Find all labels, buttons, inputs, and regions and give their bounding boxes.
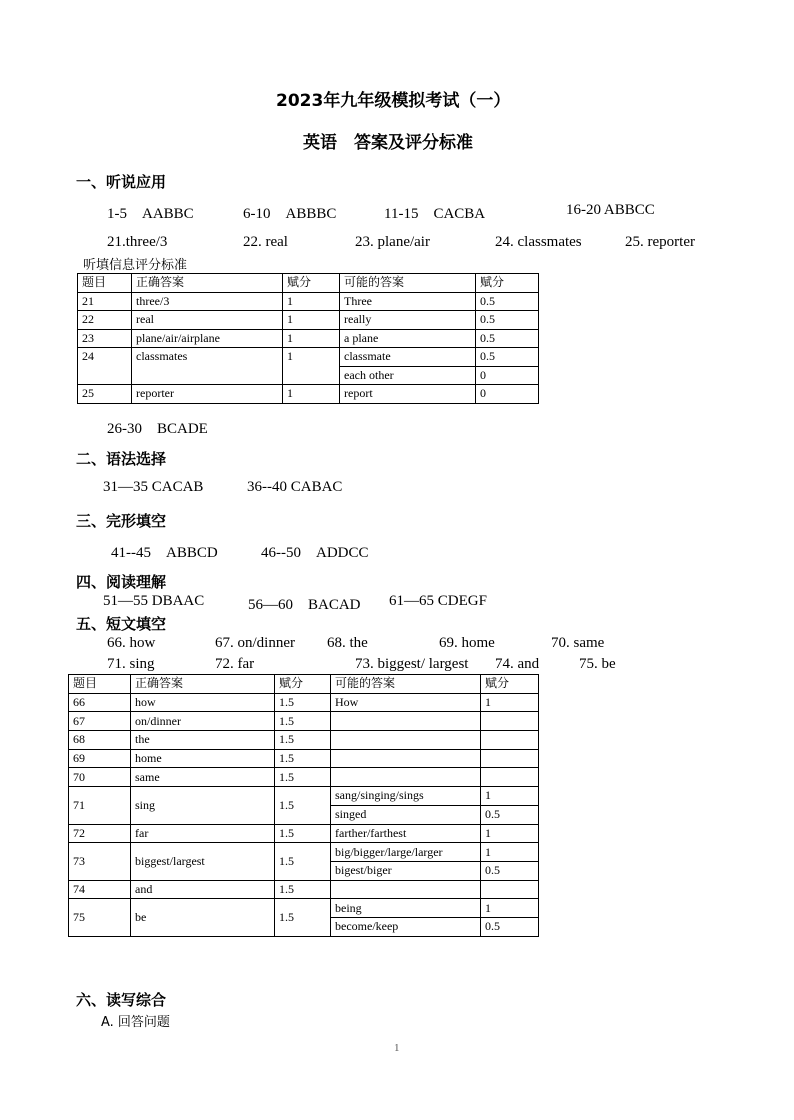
document-title: 2023年九年级模拟考试（一）	[276, 91, 511, 111]
table-header-row	[69, 675, 539, 694]
table-row	[69, 731, 539, 750]
cell-answer: same	[131, 768, 275, 787]
cell-score: 1.5	[275, 787, 331, 824]
table-row	[78, 329, 539, 348]
cell-score: 1	[283, 385, 340, 404]
cell-alt-answer: a plane	[340, 329, 476, 348]
table-row	[69, 712, 539, 731]
answer-group: 16-20 ABBCC	[566, 202, 655, 218]
cell-question: 69	[69, 749, 131, 768]
cell-question: 74	[69, 880, 131, 899]
header-score: 赋分	[275, 675, 331, 694]
cell-alt-answer: classmate	[340, 348, 476, 367]
cell-alt-score: 1	[481, 899, 539, 918]
cell-alt-score: 0.5	[476, 329, 539, 348]
table-row	[69, 787, 539, 806]
listening-scoring-table	[77, 273, 539, 404]
cell-answer: reporter	[132, 385, 283, 404]
cell-alt-answer: How	[331, 693, 481, 712]
answer-item: 71. sing	[107, 656, 155, 672]
cell-alt-answer	[331, 731, 481, 750]
cell-question: 67	[69, 712, 131, 731]
cell-alt-answer: report	[340, 385, 476, 404]
cell-alt-answer: big/bigger/large/larger	[331, 843, 481, 862]
cell-score: 1	[283, 292, 340, 311]
cell-answer: be	[131, 899, 275, 936]
table-row	[69, 843, 539, 862]
cell-alt-answer: really	[340, 311, 476, 330]
answer-group: 41--45 ABBCD	[111, 545, 218, 561]
cell-alt-score	[481, 712, 539, 731]
header-question: 题目	[78, 274, 132, 293]
answer-item: 75. be	[579, 656, 616, 672]
cell-question: 75	[69, 899, 131, 936]
cell-question: 24	[78, 348, 132, 385]
cell-alt-answer: become/keep	[331, 917, 481, 936]
table-row	[78, 385, 539, 404]
cell-alt-score	[481, 768, 539, 787]
cell-alt-answer: Three	[340, 292, 476, 311]
answer-item: 23. plane/air	[355, 234, 430, 250]
document-subtitle: 英语 答案及评分标准	[303, 133, 473, 153]
fill-in-scoring-table	[68, 674, 539, 937]
cell-alt-score	[481, 731, 539, 750]
section-heading-reading-writing: 六、读写综合	[76, 991, 167, 1009]
answer-group: 36--40 CABAC	[247, 479, 343, 495]
cell-score: 1.5	[275, 712, 331, 731]
answer-group: 11-15 CACBA	[384, 206, 486, 222]
table-row	[69, 749, 539, 768]
answer-item: 74. and	[495, 656, 540, 672]
cell-alt-score: 0.5	[481, 805, 539, 824]
answer-group: 46--50 ADDCC	[261, 545, 369, 561]
header-alt-answer: 可能的答案	[340, 274, 476, 293]
cell-alt-answer: farther/farthest	[331, 824, 481, 843]
cell-alt-answer	[331, 749, 481, 768]
cell-answer: and	[131, 880, 275, 899]
answer-item: 22. real	[243, 234, 288, 250]
answer-item: 73. biggest/ largest	[355, 656, 469, 672]
answer-item: 66. how	[107, 635, 156, 651]
subsection-heading: A. 回答问题	[101, 1015, 170, 1030]
cell-alt-score: 1	[481, 693, 539, 712]
cell-alt-score: 0.5	[476, 311, 539, 330]
answer-item: 72. far	[215, 656, 255, 672]
section-heading-fill-in: 五、短文填空	[76, 615, 167, 633]
cell-answer: sing	[131, 787, 275, 824]
cell-answer: biggest/largest	[131, 843, 275, 880]
cell-answer: home	[131, 749, 275, 768]
cell-question: 25	[78, 385, 132, 404]
cell-alt-score: 1	[481, 843, 539, 862]
cell-alt-score: 0	[476, 385, 539, 404]
cell-alt-answer: bigest/biger	[331, 861, 481, 880]
section-heading-reading: 四、阅读理解	[76, 573, 167, 591]
cell-answer: on/dinner	[131, 712, 275, 731]
cell-alt-score	[481, 749, 539, 768]
section-heading-listening: 一、听说应用	[76, 173, 167, 191]
header-answer: 正确答案	[131, 675, 275, 694]
header-alt-score: 赋分	[476, 274, 539, 293]
header-alt-answer: 可能的答案	[331, 675, 481, 694]
cell-score: 1	[283, 311, 340, 330]
cell-answer: plane/air/airplane	[132, 329, 283, 348]
answer-group: 26-30 BCADE	[107, 421, 208, 437]
cell-alt-answer	[331, 768, 481, 787]
cell-question: 21	[78, 292, 132, 311]
cell-alt-score: 1	[481, 824, 539, 843]
cell-score: 1.5	[275, 768, 331, 787]
cell-alt-answer: sang/singing/sings	[331, 787, 481, 806]
answer-group: 1-5 AABBC	[107, 206, 194, 222]
header-answer: 正确答案	[132, 274, 283, 293]
cell-question: 73	[69, 843, 131, 880]
cell-score: 1.5	[275, 824, 331, 843]
answer-group: 6-10 ABBBC	[243, 206, 337, 222]
cell-score: 1.5	[275, 880, 331, 899]
cell-question: 66	[69, 693, 131, 712]
answer-group: 51—55 DBAAC	[103, 593, 205, 609]
answer-item: 68. the	[327, 635, 368, 651]
table-row	[78, 292, 539, 311]
cell-question: 23	[78, 329, 132, 348]
cell-score: 1.5	[275, 749, 331, 768]
cell-alt-score: 1	[481, 787, 539, 806]
table-row	[69, 899, 539, 918]
cell-answer: the	[131, 731, 275, 750]
cell-alt-score: 0.5	[476, 348, 539, 367]
table-caption: 听填信息评分标准	[83, 258, 188, 273]
section-heading-grammar: 二、语法选择	[76, 450, 167, 468]
cell-question: 68	[69, 731, 131, 750]
cell-answer: three/3	[132, 292, 283, 311]
cell-question: 70	[69, 768, 131, 787]
table-row	[69, 824, 539, 843]
header-question: 题目	[69, 675, 131, 694]
table-header-row	[78, 274, 539, 293]
cell-alt-score	[481, 880, 539, 899]
cell-question: 22	[78, 311, 132, 330]
table-row	[69, 693, 539, 712]
table-row	[78, 311, 539, 330]
cell-score: 1.5	[275, 899, 331, 936]
cell-alt-score: 0.5	[481, 917, 539, 936]
cell-alt-score: 0	[476, 366, 539, 385]
answer-item: 70. same	[551, 635, 605, 651]
cell-answer: real	[132, 311, 283, 330]
cell-score: 1.5	[275, 843, 331, 880]
answer-item: 67. on/dinner	[215, 635, 295, 651]
answer-group: 61—65 CDEGF	[389, 593, 487, 609]
table-row	[69, 768, 539, 787]
answer-group: 31—35 CACAB	[103, 479, 204, 495]
cell-alt-answer: each other	[340, 366, 476, 385]
answer-item: 24. classmates	[495, 234, 582, 250]
cell-alt-answer: being	[331, 899, 481, 918]
cell-score: 1	[283, 329, 340, 348]
cell-answer: how	[131, 693, 275, 712]
answer-item: 69. home	[439, 635, 495, 651]
cell-answer: classmates	[132, 348, 283, 385]
cell-question: 71	[69, 787, 131, 824]
cell-alt-answer	[331, 712, 481, 731]
header-score: 赋分	[283, 274, 340, 293]
page-number: 1	[394, 1042, 400, 1054]
answer-group: 56—60 BACAD	[248, 597, 361, 613]
cell-alt-answer	[331, 880, 481, 899]
cell-alt-answer: singed	[331, 805, 481, 824]
answer-item: 21.three/3	[107, 234, 168, 250]
table-row	[78, 348, 539, 367]
table-row	[69, 880, 539, 899]
cell-score: 1.5	[275, 731, 331, 750]
header-alt-score: 赋分	[481, 675, 539, 694]
cell-score: 1.5	[275, 693, 331, 712]
cell-answer: far	[131, 824, 275, 843]
cell-alt-score: 0.5	[476, 292, 539, 311]
cell-score: 1	[283, 348, 340, 385]
cell-question: 72	[69, 824, 131, 843]
cell-alt-score: 0.5	[481, 861, 539, 880]
section-heading-cloze: 三、完形填空	[76, 512, 167, 530]
answer-item: 25. reporter	[625, 234, 695, 250]
